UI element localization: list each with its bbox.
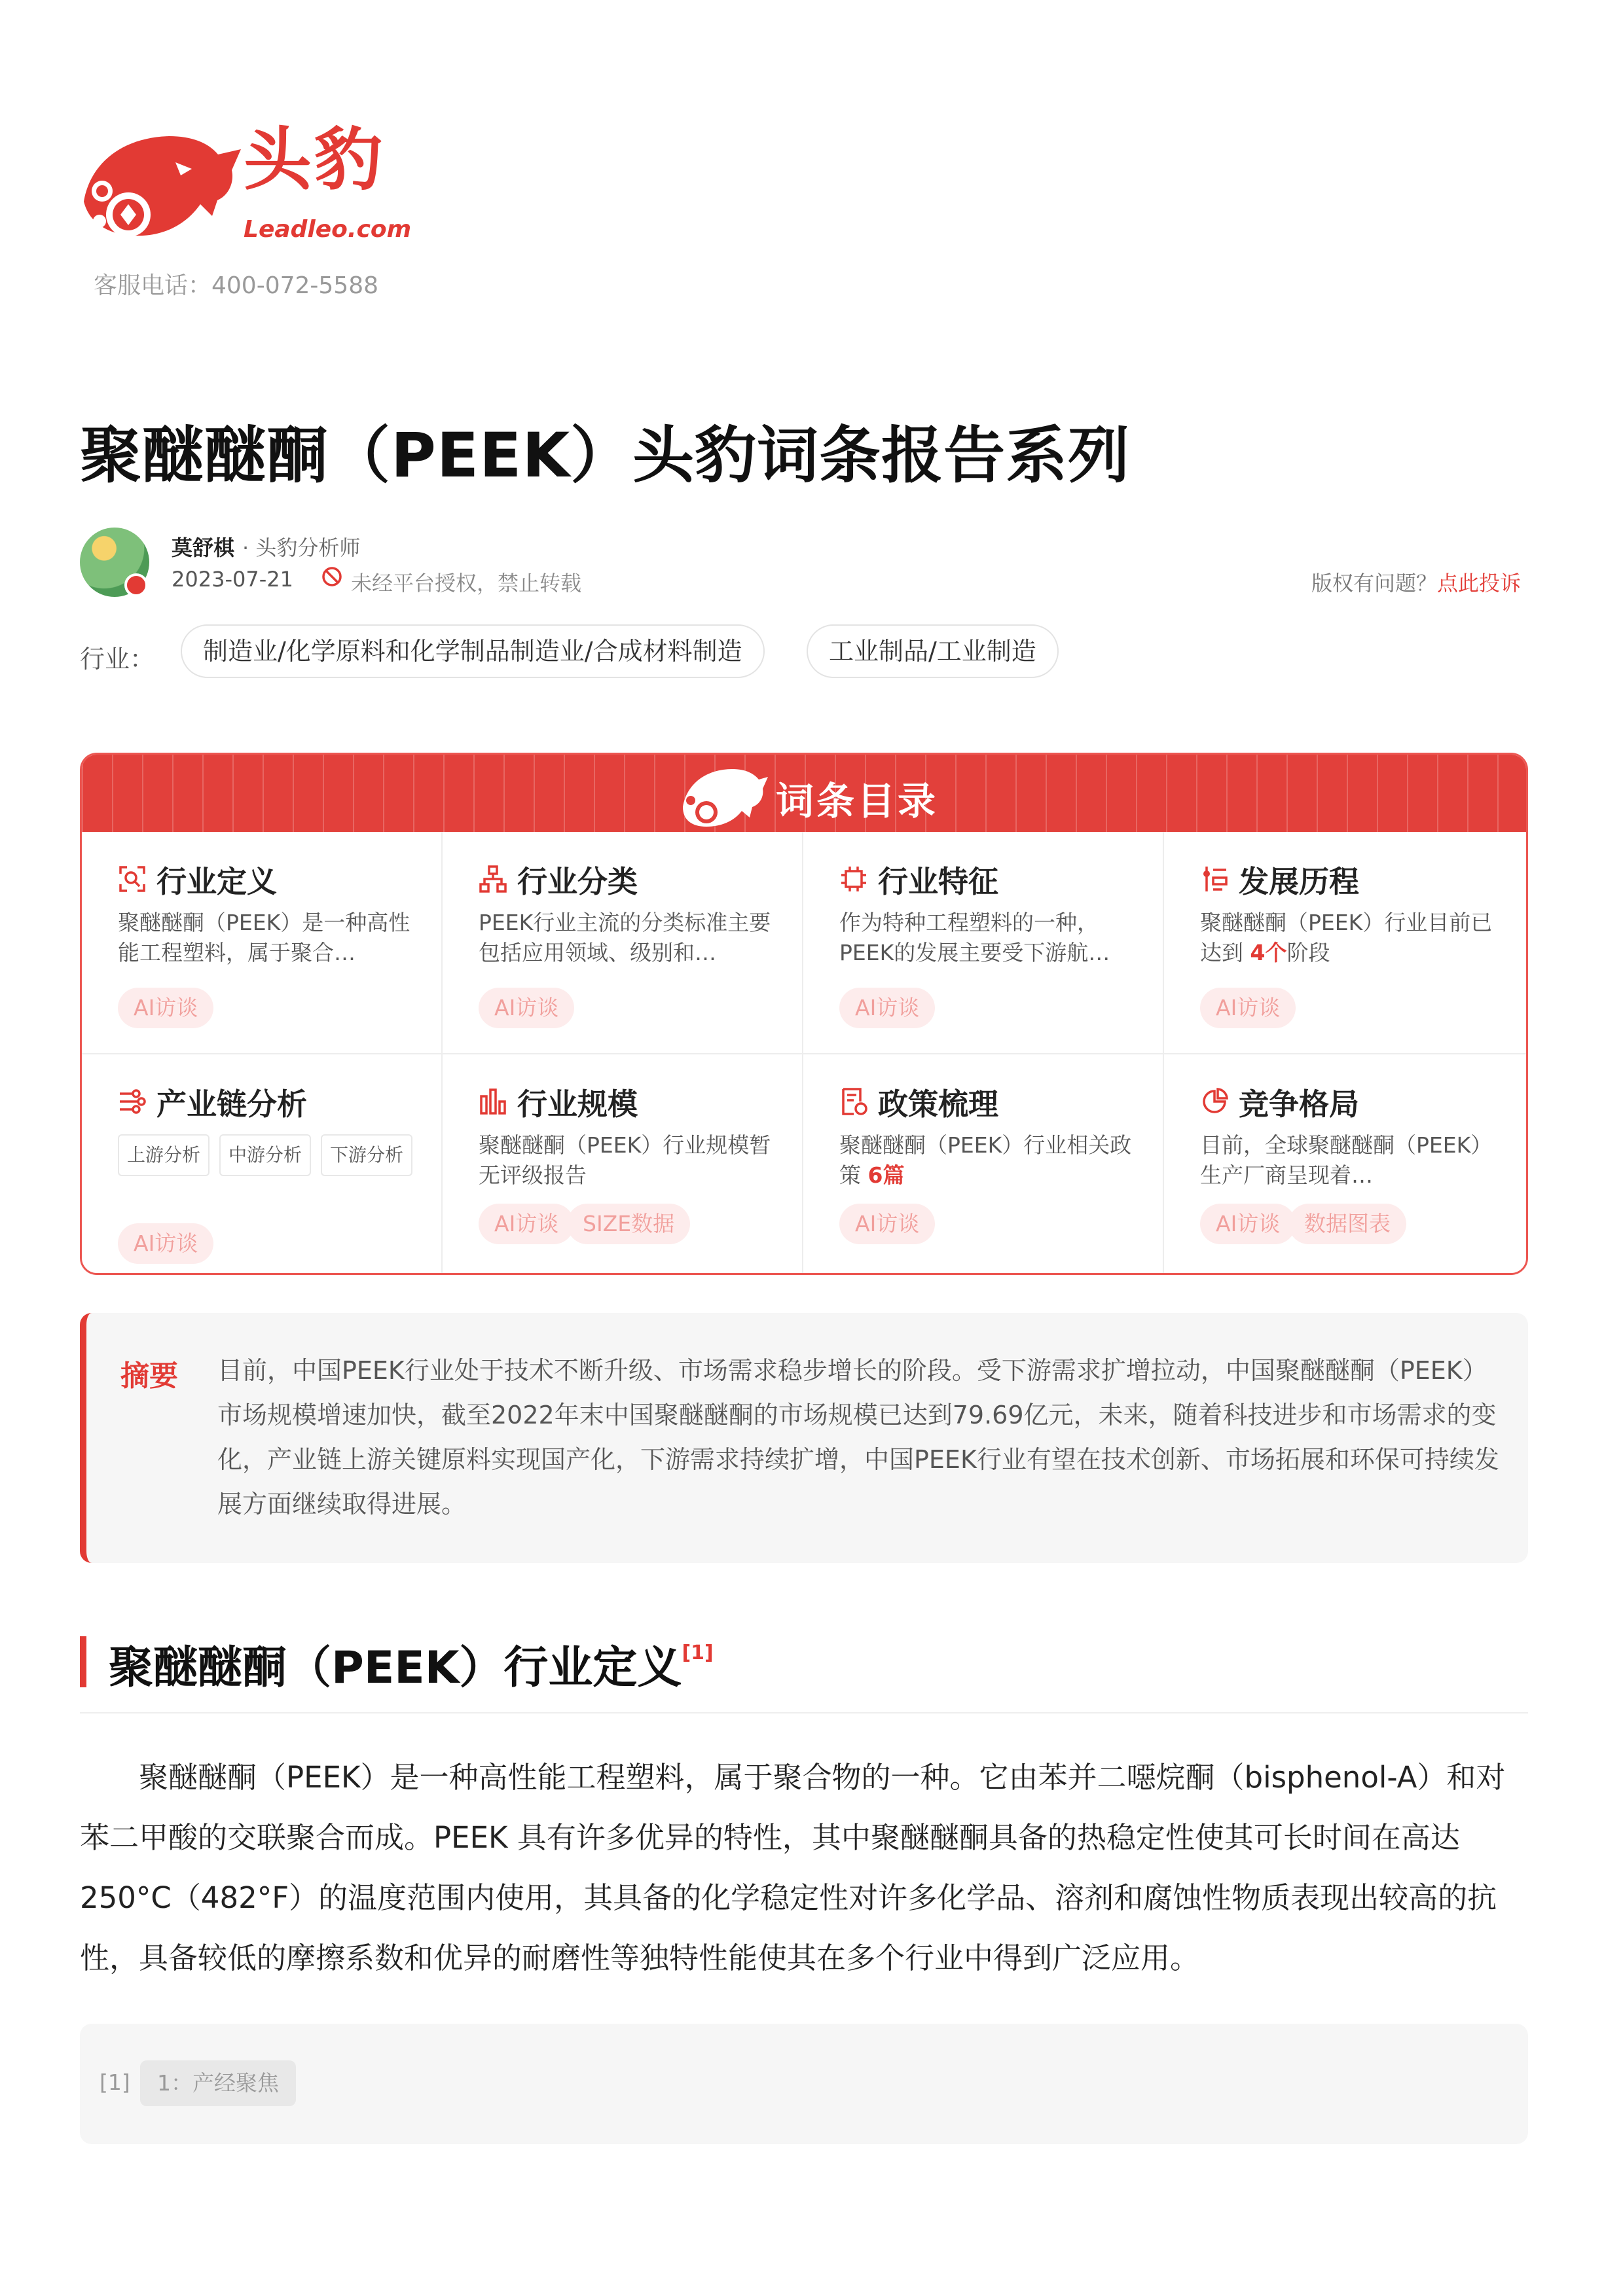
toc-item-title: 发展历程 — [1239, 864, 1359, 899]
avatar-badge-icon — [124, 573, 148, 597]
toc-item-desc: PEEK行业主流的分类标准主要包括应用领域、级别和… — [479, 910, 771, 965]
abstract-text: 目前，中国PEEK行业处于技术不断升级、市场需求稳步增长的阶段。受下游需求扩增拉动，中国聚醚醚酮（PEEK）市场规模增速加快，截至2022年末中国聚醚醚酮的市场规模已达到79.69亿元，未来，随着科技进步和市场需求的变化，产业链上游关键原料实现国产化，下游需求持续扩增，中国PEEK行业有望在技术创新、市场拓展和环保可持续发展方面继续取得进展。 — [217, 1356, 1499, 1518]
upstream-tab[interactable]: 上游分析 — [118, 1134, 210, 1176]
ai-interview-chip[interactable]: AI访谈 — [118, 988, 213, 1028]
author-name[interactable]: 莫舒棋 — [172, 535, 235, 560]
reference-source-chip[interactable]: 1：产经聚焦 — [140, 2060, 296, 2106]
copyright-prefix: 版权有问题？ — [1311, 571, 1437, 596]
toc-item-desc: 目前，全球聚醚醚酮（PEEK）生产厂商呈现着… — [1200, 1132, 1493, 1188]
ai-interview-chip[interactable]: AI访谈 — [118, 1223, 213, 1264]
size-data-chip[interactable]: SIZE数据 — [567, 1204, 690, 1244]
prohibited-icon — [321, 565, 343, 588]
chip-icon — [839, 865, 868, 893]
toc-item-classification[interactable] — [443, 832, 803, 1054]
chain-icon — [118, 1087, 147, 1116]
midstream-tab[interactable]: 中游分析 — [219, 1134, 311, 1176]
section-title — [109, 1632, 714, 1696]
toc-card — [80, 753, 1528, 1275]
policy-doc-icon — [839, 1087, 868, 1116]
toc-item-policy[interactable] — [803, 1054, 1164, 1275]
toc-item-title: 行业分类 — [517, 864, 638, 899]
pie-chart-icon — [1200, 1087, 1229, 1116]
timeline-icon — [1200, 865, 1229, 893]
section-title-text: 聚醚醚酮（PEEK）行业定义 — [109, 1642, 682, 1694]
ai-interview-chip[interactable]: AI访谈 — [1200, 988, 1296, 1028]
toc-item-title: 政策梳理 — [878, 1086, 998, 1122]
desc-text: 聚醚醚酮（PEEK）行业目前已达到 — [1200, 910, 1493, 965]
hierarchy-icon — [479, 865, 507, 893]
footnote-ref[interactable]: [1] — [682, 1641, 714, 1664]
service-phone: 客服电话：400-072-5588 — [94, 272, 379, 299]
toc-item-definition[interactable] — [82, 832, 443, 1054]
ai-interview-chip[interactable]: AI访谈 — [479, 1204, 574, 1244]
complaint-link[interactable]: 点此投诉 — [1436, 571, 1521, 596]
downstream-tab[interactable]: 下游分析 — [321, 1134, 412, 1176]
toc-item-competition[interactable] — [1164, 1054, 1527, 1275]
industry-label: 行业： — [80, 645, 155, 673]
toc-item-desc — [1200, 908, 1495, 968]
references-box — [80, 2024, 1528, 2144]
toc-item-title: 行业定义 — [156, 864, 277, 899]
ai-interview-chip[interactable]: AI访谈 — [1200, 1204, 1296, 1244]
toc-item-desc: 作为特种工程塑料的一种，PEEK的发展主要受下游航… — [839, 910, 1110, 965]
toc-title: 词条目录 — [776, 779, 939, 823]
section-accent-bar — [80, 1636, 86, 1687]
toc-item-title: 产业链分析 — [156, 1086, 307, 1122]
toc-item-industry-chain[interactable] — [82, 1054, 443, 1275]
stage-count: 4个 — [1250, 940, 1287, 965]
reference-number: [1] — [100, 2070, 130, 2095]
leopard-logo-icon — [678, 761, 769, 829]
ai-interview-chip[interactable]: AI访谈 — [839, 988, 935, 1028]
copyright-question — [1311, 567, 1521, 597]
toc-item-desc — [839, 1130, 1134, 1191]
section-body: 聚醚醚酮（PEEK）是一种高性能工程塑料，属于聚合物的一种。它由苯并二噁烷酮（bisphenol-A）和对苯二甲酸的交联聚合而成。PEEK 具有许多优异的特性，其中聚醚醚酮具备的热稳定性使其可长时间在高达250°C（482°F）的温度范围内使用，其具备的化学稳定性对许多化学品、溶剂和腐蚀性物质表现出较高的抗性，具备较低的摩擦系数和优异的耐磨性等独特性能使其在多个行业中得到广泛应用。 — [80, 1760, 1506, 1975]
search-doc-icon — [118, 865, 147, 893]
toc-item-history[interactable] — [1164, 832, 1527, 1054]
toc-item-features[interactable] — [803, 832, 1164, 1054]
toc-item-market-size[interactable] — [443, 1054, 803, 1275]
toc-item-title: 行业特征 — [878, 864, 998, 899]
abstract-box — [80, 1313, 1528, 1563]
brand-name: 头豹 — [244, 120, 386, 200]
bar-chart-icon — [479, 1087, 507, 1116]
toc-item-desc: 聚醚醚酮（PEEK）行业规模暂无评级报告 — [479, 1132, 771, 1188]
data-chart-chip[interactable]: 数据图表 — [1288, 1204, 1406, 1244]
page-title: 聚醚醚酮（PEEK）头豹词条报告系列 — [80, 420, 1131, 492]
ai-interview-chip[interactable]: AI访谈 — [839, 1204, 935, 1244]
desc-text: 聚醚醚酮（PEEK）行业相关政策 — [839, 1132, 1132, 1188]
toc-item-title: 行业规模 — [517, 1086, 638, 1122]
industry-tag[interactable]: 制造业/化学原料和化学制品制造业/合成材料制造 — [181, 624, 765, 678]
brand-domain[interactable]: Leadleo.com — [244, 216, 412, 243]
abstract-label: 摘要 — [120, 1359, 178, 1393]
toc-item-desc: 聚醚醚酮（PEEK）是一种高性能工程塑料，属于聚合… — [118, 910, 410, 965]
no-repost-notice: 未经平台授权，禁止转载 — [351, 571, 582, 596]
ai-interview-chip[interactable]: AI访谈 — [479, 988, 574, 1028]
industry-tag[interactable]: 工业制品/工业制造 — [807, 624, 1059, 678]
section-divider — [80, 1712, 1528, 1713]
toc-item-title: 竞争格局 — [1239, 1086, 1359, 1122]
desc-text: 阶段 — [1286, 940, 1330, 965]
author-role: · 头豹分析师 — [242, 535, 361, 560]
policy-count: 6篇 — [867, 1162, 905, 1188]
publish-date: 2023-07-21 — [172, 567, 293, 592]
